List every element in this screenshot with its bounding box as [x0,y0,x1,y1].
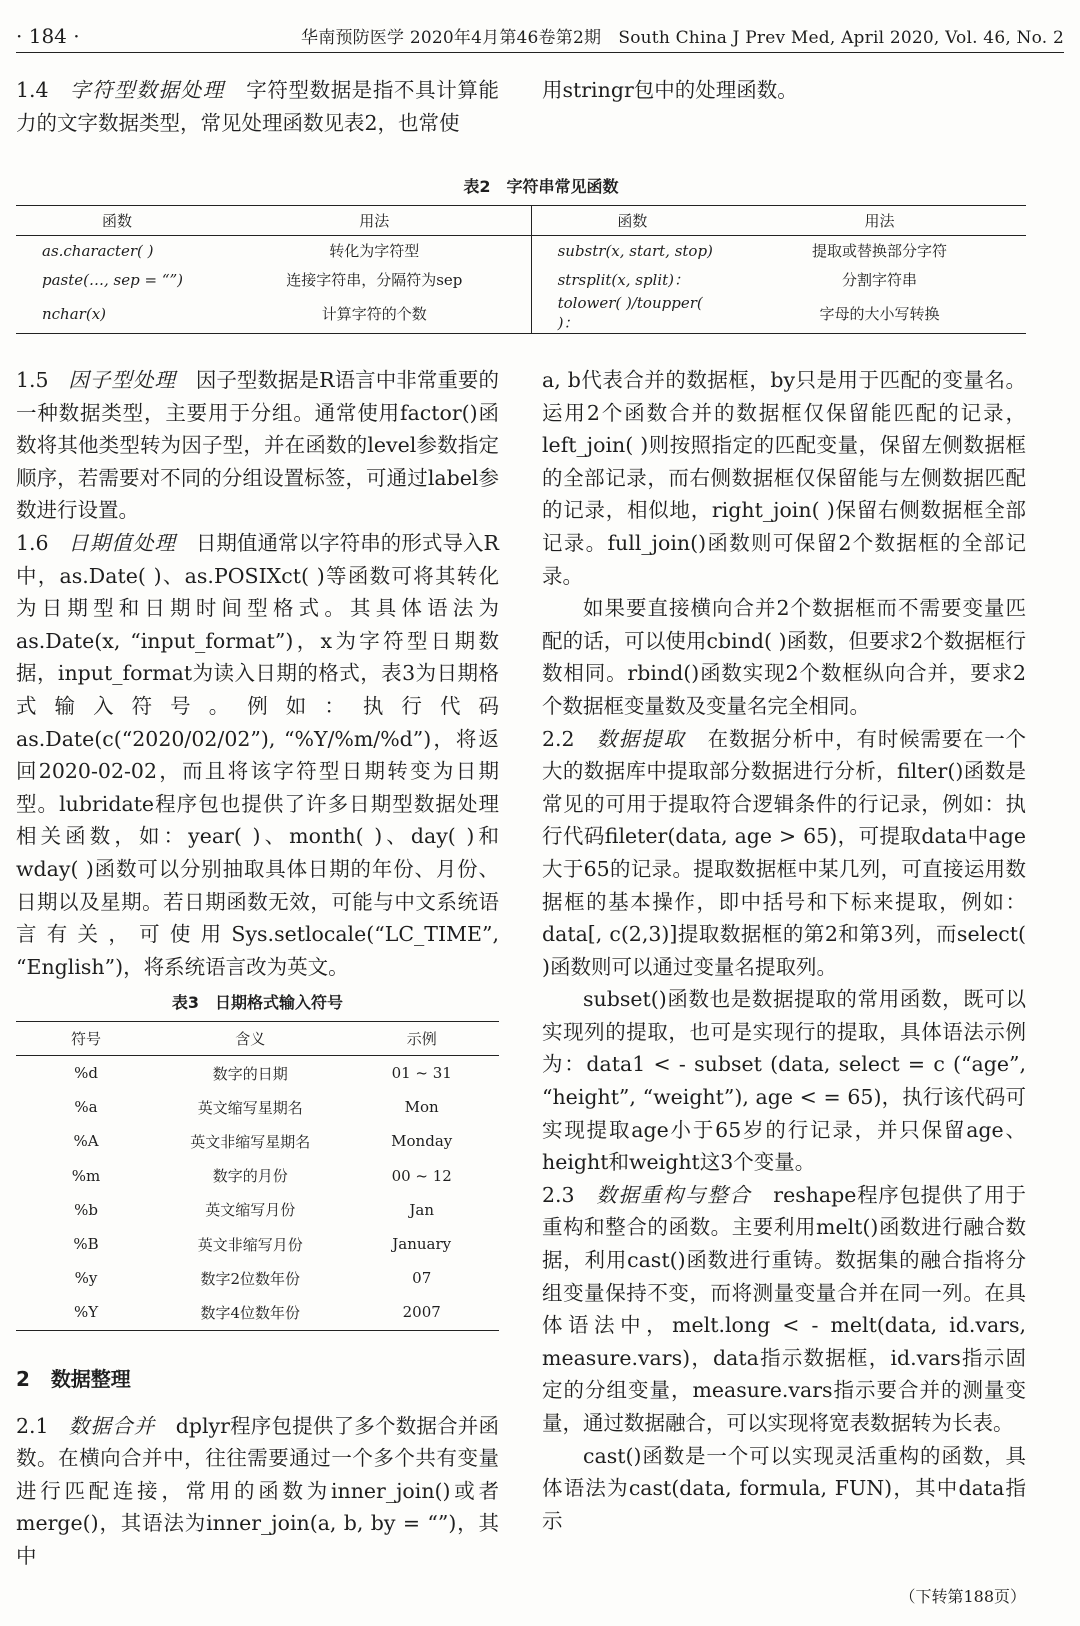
page-number: · 184 · [16,24,80,48]
table2-cell: 字母的大小写转换 [819,305,940,323]
table3-cell: January [392,1235,452,1254]
paragraph-text: reshape程序包提供了用于重构和整合的函数。主要利用melt()函数进行融合数据，利用cast()函数进行重铸。数据集的融合指将分组变量保持不变，而将测量变量合并在同一列。在具体语法中，melt.long < - melt(data, id.vars, measure.vars)，data指示数据框，id.vars指示固定的分组变量，measure.vars指示要合并的测量变量，通过数据融合，可以实现将宽表数据转为长表。 [542,1182,1026,1435]
table2-header: 函数 [531,206,733,236]
paragraph-text: 日期值通常以字符串的形式导入R中，as.Date( )、as.POSIXct( )等函数可将其转化为日期型和日期时间型格式。其具体语法为as.Date(x, “input_format”)，x为字符型日期数据，input_format为读入日期的格式，表3为日期格式输入符号。例如：执行代码as.Date(c(“2020/02/02”), “%Y/%m/%d”)，将返回2020-02-02，而且将该字符型日期转变为日期型。lubridate程序包也提供了许多日期型数据处理相关函数，如：year( )、month( )、day( )和wday( )函数可以分别抽取具体日期的年份、月份、日期以及星期。若日期函数无效，可能与中文系统语言有关，可使用Sys.setlocale(“LC_TIME”, “English”)，将系统语言改为英文。 [16,530,499,979]
table2 [16,205,1026,334]
table3-cell: %a [74,1098,98,1117]
table3-cell: 英文缩写月份 [205,1201,296,1220]
table3-cell: 数字4位数年份 [200,1303,301,1322]
section-number: 2.3 [542,1182,575,1207]
table2-caption: 表2 字符串常见函数 [463,177,619,196]
journal-info: 华南预防医学 2020年4月第46卷第2期 South China J Prev Med, April 2020, Vol. 46, No. 2 [301,28,1064,48]
table-row [16,1193,499,1227]
table2-cell: substr(x, start, stop) [531,236,733,266]
table3-cell: 数字的日期 [212,1064,288,1083]
section-heading: 数据合并 [68,1413,156,1438]
table3-header: 含义 [156,1022,344,1056]
table-row [16,294,1026,334]
section-2-1 [16,1410,499,1573]
table3-cell: %y [74,1269,98,1288]
continued-note: （下转第188页） [899,1587,1026,1606]
table2-cell: 计算字符的个数 [321,305,427,323]
table3 [16,1021,499,1331]
paragraph-text: 因子型数据是R语言中非常重要的一种数据类型，主要用于分组。通常使用factor()函数将其他类型转为因子型，并在函数的level参数指定顺序，若需要对不同的分组设置标签，可通过label参数进行设置。 [16,368,499,523]
paragraph-text: 字符型数据是指不具计算能力的文字数据类型，常见处理函数见表2，也常使 [16,78,500,135]
paragraph-text: 用stringr包中的处理函数。 [542,78,798,102]
table-row [16,1159,499,1193]
table3-cell: %Y [73,1303,99,1322]
section-1-4-left [16,74,499,139]
table2-cell: 分割字符串 [842,271,918,289]
section-heading: 数据提取 [596,726,686,751]
table2-cell: strsplit(x, split)： [531,265,733,294]
paragraph-text: 如果要直接横向合并2个数据框而不需要变量匹配的话，可以使用cbind( )函数，但要求2个数据框行数相同。rbind()函数实现2个数框纵向合并，要求2个数据框变量数及变量名完全相同。 [542,596,1026,718]
table2-cell: tolower( )/toupper( )： [531,294,733,334]
section-2-2 [542,723,1026,984]
table3-cell: %m [71,1166,101,1185]
section-number: 2.2 [542,726,575,751]
table2-header: 用法 [733,206,1026,236]
table-row [16,1056,499,1091]
section-1-6 [16,527,499,983]
table2-cell: 连接字符串，分隔符为sep [286,271,463,289]
table3-cell: 07 [412,1269,432,1288]
table3-header: 符号 [16,1022,156,1056]
section-heading: 数据重构与整合 [596,1182,752,1207]
table3-cell: %B [73,1235,99,1254]
table3-cell: %b [74,1200,98,1219]
table3-caption: 表3 日期格式输入符号 [171,993,344,1012]
table-row [16,1295,499,1330]
section-number: 2.1 [16,1413,49,1438]
table2-cell: 转化为字符型 [329,242,420,260]
table-row [16,1261,499,1295]
section-number: 1.5 [16,368,49,392]
section-number: 2 [16,1367,30,1391]
right-column [542,364,1026,1537]
table2-cell: as.character( ) [42,241,154,260]
section-heading: 因子型处理 [68,368,177,392]
table2-header: 函数 [16,206,218,236]
table3-cell: Jan [409,1200,435,1219]
table3-cell: 数字2位数年份 [200,1269,301,1288]
table2-cell: 提取或替换部分字符 [812,242,948,260]
paragraph-text: 在数据分析中，有时候需要在一个大的数据库中提取部分数据进行分析，filter()函数是常见的可用于提取符合逻辑条件的行记录，例如：执行代码fileter(data, age > 65)，可提取data中age大于65的记录。提取数据框中某几列，可直接运用数据框的基本操作，即中括号和下标来提取，例如：data[, c(2,3)]提取数据框的第2和第3列，而select( )函数则可以通过变量名提取列。 [542,726,1027,979]
paragraph-text: a, b代表合并的数据框，by只是用于匹配的变量名。运用2个函数合并的数据框仅保留能匹配的记录，left_join( )则按照指定的匹配变量，保留左侧数据框的全部记录，而右侧数据框仅保留能与左侧数据匹配的记录，相似地，right_join( )保留右侧数据框全部记录。full_join()函数则可保留2个数据框的全部记录。 [542,368,1026,588]
table2-cell: paste(…, sep = “”) [42,270,184,289]
table3-cell: %d [74,1064,98,1083]
paragraph-text: cast()函数是一个可以实现灵活重构的函数，具体语法为cast(data, formula, FUN)，其中data指示 [542,1443,1026,1533]
table3-cell: 01 ~ 31 [391,1064,452,1083]
table-row [16,236,1026,266]
table2-cell: nchar(x) [42,304,106,323]
section-title: 数据整理 [50,1367,131,1391]
section-number: 1.4 [16,78,49,102]
left-column-bottom [16,1363,499,1573]
section-1-4-right [542,74,1026,107]
section-2-3 [542,1179,1026,1440]
table3-cell: 英文非缩写星期名 [190,1132,311,1151]
left-column-top [16,364,499,983]
table-row [16,265,1026,294]
table3-header: 示例 [344,1022,499,1056]
running-header [16,14,1064,53]
section-heading: 字符型数据处理 [70,78,225,102]
table3-cell: 2007 [402,1303,441,1322]
table3-cell: 英文缩写星期名 [197,1098,303,1117]
table-row [16,1090,499,1124]
paragraph-text: subset()函数也是数据提取的常用函数，既可以实现列的提取，也可是实现行的提取，具体语法示例为：data1 < - subset (data, select = c (“age”, “height”, “weight”), age < = 65)，执行该代码可实现提取age小于65岁的行记录，并只保留age、height和weight这3个变量。 [542,987,1026,1175]
table2-header: 用法 [218,206,531,236]
table3-cell: Monday [391,1132,453,1151]
section-2-heading [16,1363,499,1396]
table3-cell: 英文非缩写月份 [197,1235,303,1254]
section-number: 1.6 [16,530,49,555]
table3-cell: %A [73,1132,99,1151]
paragraph-text: dplyr程序包提供了多个数据合并函数。在横向合并中，往往需要通过一个多个共有变量进行匹配连接，常用的函数为inner_join()或者merge()，其语法为inner_join(a, b, by = “”)，其中 [16,1413,499,1568]
table-row [16,1227,499,1261]
section-1-5 [16,364,499,527]
table-row [16,1124,499,1158]
table3-cell: Mon [404,1098,439,1117]
section-heading: 日期值处理 [68,530,177,555]
table3-cell: 数字的月份 [212,1167,288,1186]
table3-cell: 00 ~ 12 [391,1166,452,1185]
